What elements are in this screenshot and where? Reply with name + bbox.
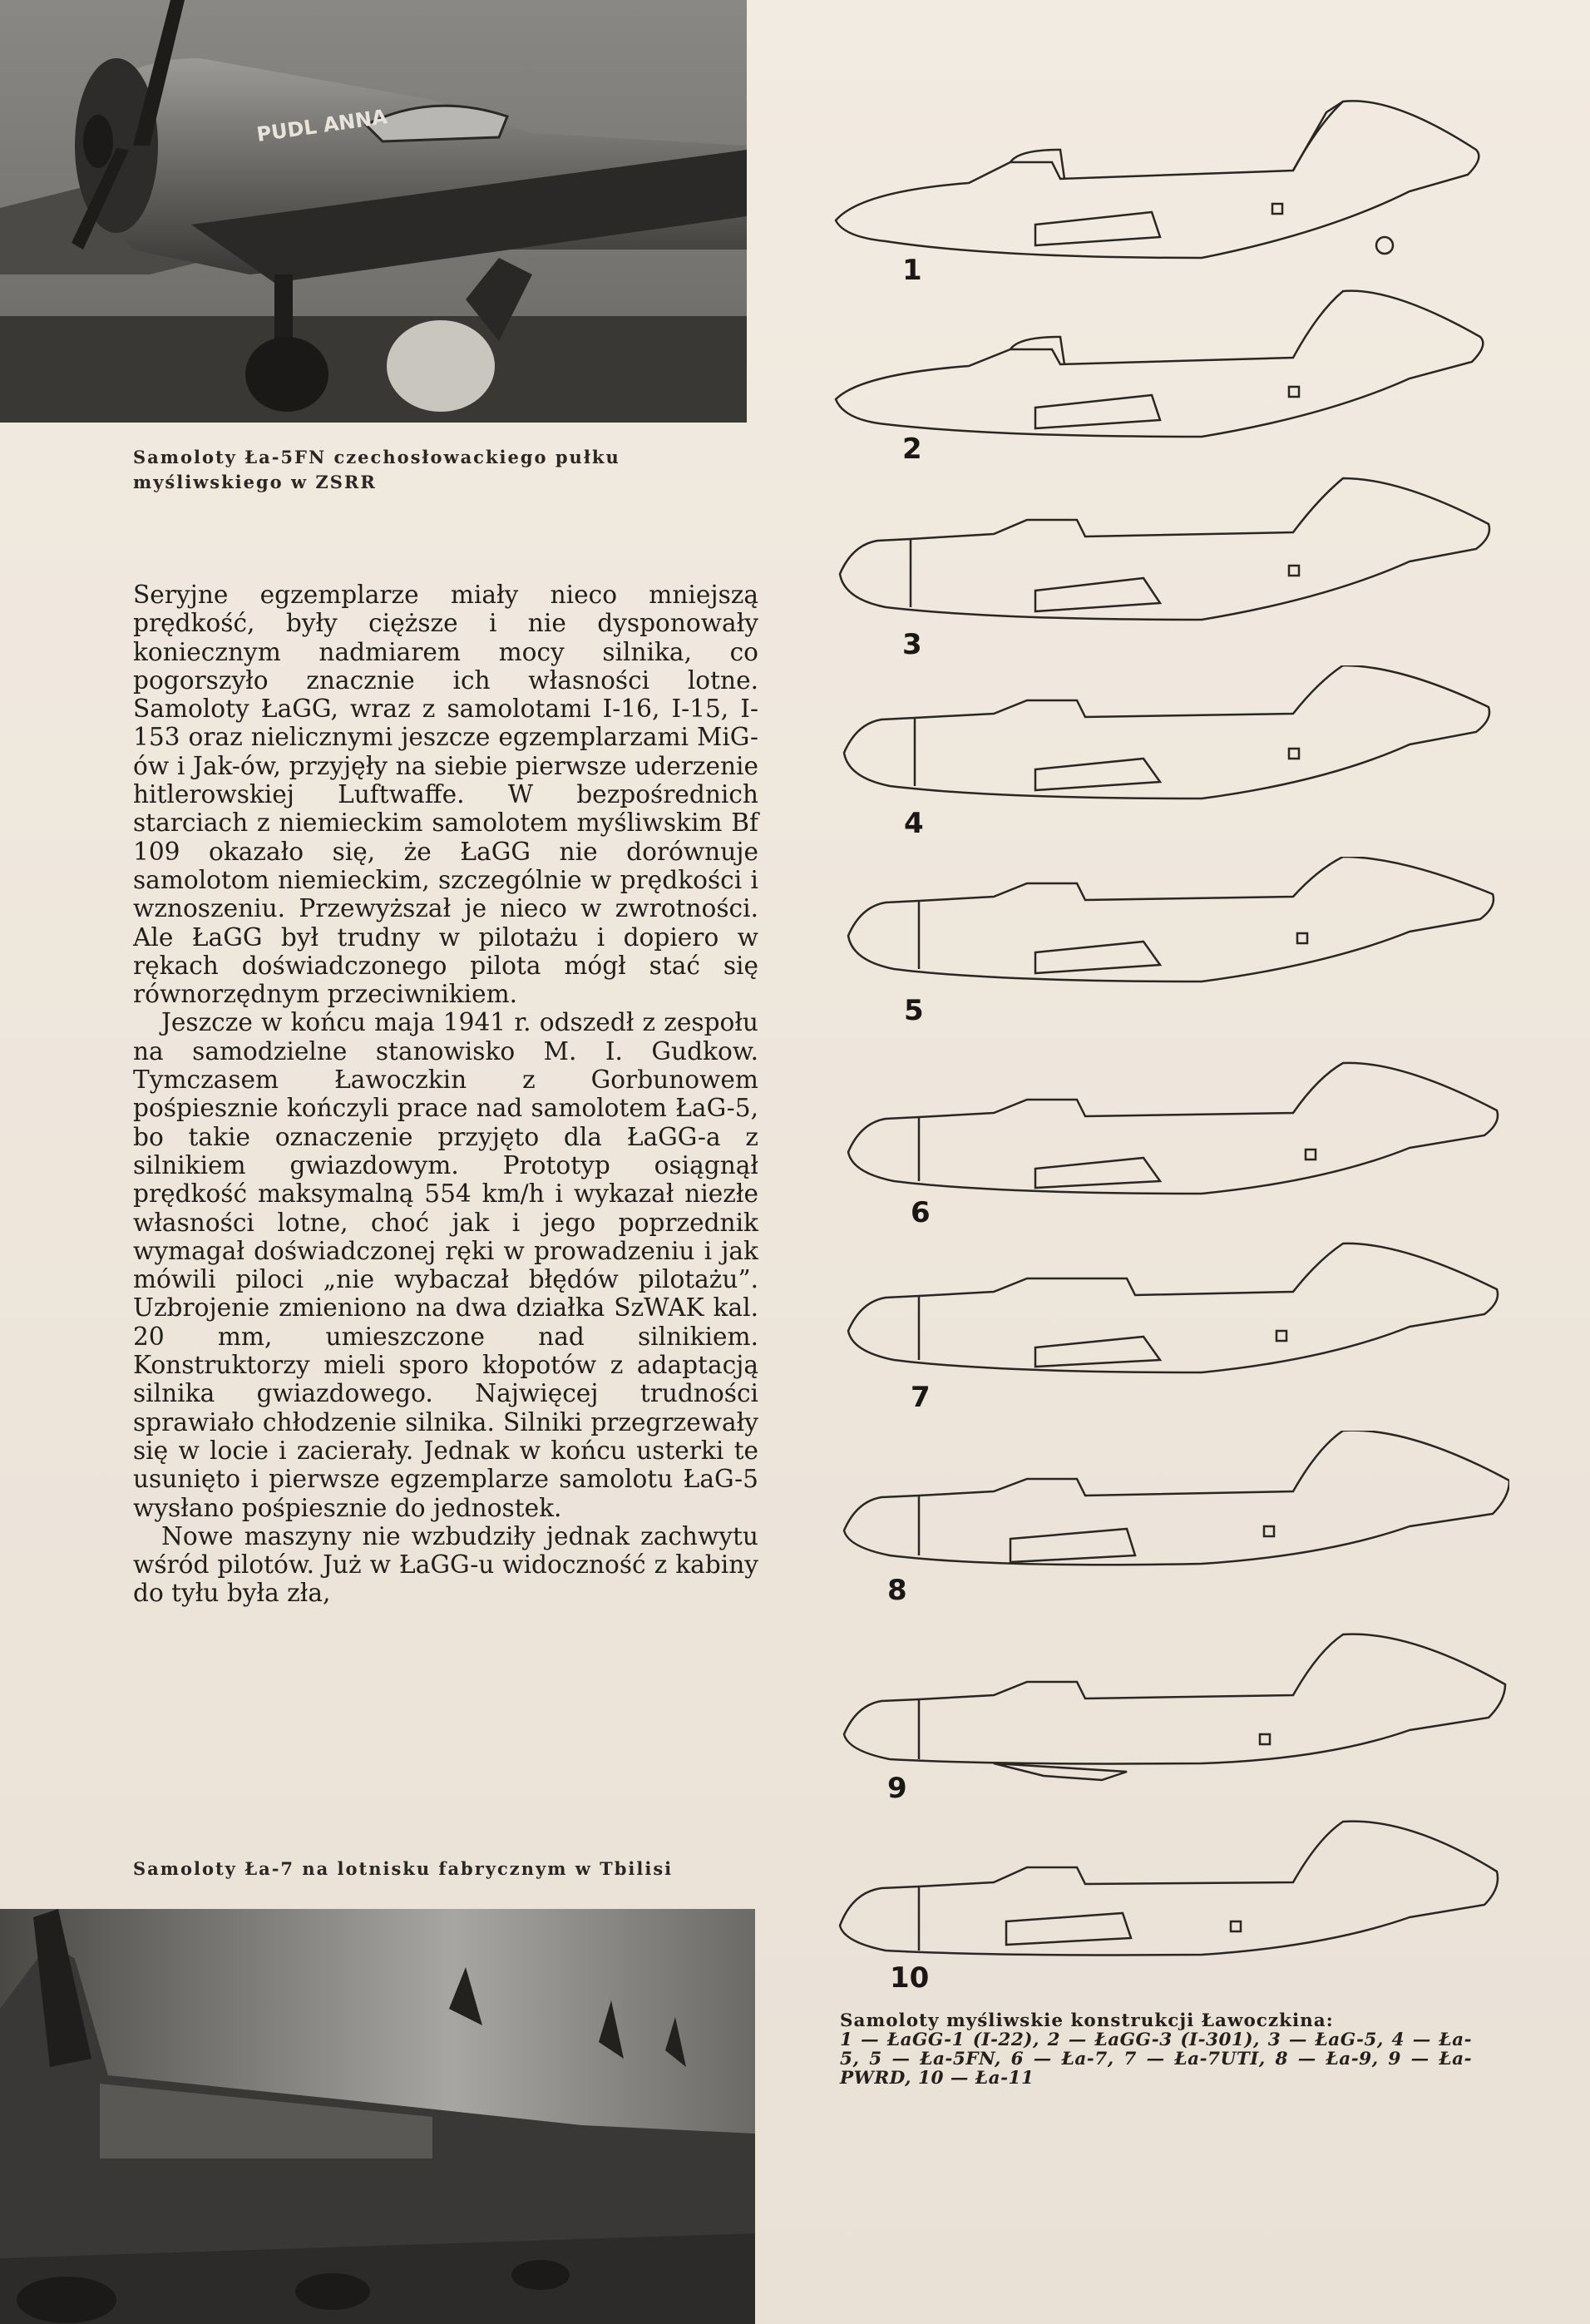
legend-items: 1 — ŁaGG-1 (I-22), 2 — ŁaGG-3 (I-301), 3 — ŁaG-5, 4 — Ła-5, 5 — Ła-5FN, 6 — Ła-7, 7 — Ła-7UTI, 8 — Ła-9, 9 — Ła-PWRD, 10 — Ła-11 bbox=[840, 2030, 1472, 2089]
photo-caption-bottom: Samoloty Ła-7 na lotnisku fabrycznym w Tbilisi bbox=[133, 1858, 674, 1879]
profile-number: 5 bbox=[904, 994, 924, 1027]
profile-drawing bbox=[827, 283, 1509, 466]
profile-drawing bbox=[827, 1622, 1509, 1805]
profile-number: 8 bbox=[887, 1574, 907, 1607]
aircraft-profile-svg bbox=[827, 665, 1509, 848]
profile-number: 9 bbox=[887, 1772, 907, 1805]
aircraft-profile-svg bbox=[827, 857, 1509, 1040]
profile-drawing bbox=[827, 474, 1509, 661]
photo-caption-top: Samoloty Ła-5FN czechosłowackiego pułku myśliwskiego w ZSRR bbox=[133, 447, 620, 492]
aircraft-profile-svg bbox=[827, 283, 1509, 466]
photo-la5fn-aircraft bbox=[0, 0, 747, 423]
aircraft-profiles bbox=[827, 91, 1509, 2021]
article-paragraph: Seryjne egzemplarze miały nieco mniejszą prędkość, były cięższe i nie dysponowały koniecznym nadmiarem mocy silnika, co pogorszyło znacznie ich własności lotne. Samoloty ŁaGG, wraz z samolotami I-16, I-15, I-153 oraz nielicznymi jeszcze egzemplarzami MiG-ów i Jak-ów, przyjęły na siebie pierwsze uderzenie hitlerowskiej Luftwaffe. W bezpośrednich starciach z niemieckim samolotem myśliwskim Bf 109 okazało się, że ŁaGG nie dorównuje samolotom niemieckim, szczególnie w prędkości i wznoszeniu. Przewyższał je nieco w zwrotności. Ale ŁaGG był trudny w pilotażu i dopiero w rękach doświadczonego pilota mógł stać się równorzędnym przeciwnikiem. bbox=[133, 581, 758, 1009]
aircraft-profile-svg bbox=[827, 1431, 1509, 1614]
profile-number: 4 bbox=[904, 807, 924, 840]
profile-drawing bbox=[827, 1431, 1509, 1614]
profile-drawing bbox=[827, 1048, 1509, 1231]
profile-number: 1 bbox=[902, 254, 922, 287]
profiles-legend bbox=[840, 2011, 1472, 2088]
profile-number: 3 bbox=[902, 628, 922, 661]
profile-number: 6 bbox=[911, 1196, 931, 1229]
aircraft-profile-svg bbox=[827, 474, 1509, 657]
article-paragraph: Jeszcze w końcu maja 1941 r. odszedł z zespołu na samodzielne stanowisko M. I. Gudkow. Tymczasem Ławoczkin z Gorbunowem pośpiesznie kończyli prace nad samolotem ŁaG-5, bo takie oznaczenie przyjęto dla ŁaGG-a z silnikiem gwiazdowym. Prototyp osiągnął prędkość maksymalną 554 km/h i wykazał niezłe własności lotne, choć jak i jego poprzednik wymagał doświadczonej ręki w prowadzeniu i jak mówili piloci „nie wybaczał błędów pilotażu”. Uzbrojenie zmieniono na dwa działka SzWAK kal. 20 mm, umieszczone nad silnikiem. Konstruktorzy mieli sporo kłopotów z adaptacją silnika gwiazdowego. Najwięcej trudności sprawiało chłodzenie silnika. Silniki przegrzewały się w locie i zacierały. Jednak w końcu usterki te usunięto i pierwsze egzemplarze samolotu ŁaG-5 wysłano pośpiesznie do jednostek. bbox=[133, 1008, 758, 1522]
article-paragraph: Nowe maszyny nie wzbudziły jednak zachwytu wśród pilotów. Już w ŁaGG-u widoczność z kabiny do tyłu była zła, bbox=[133, 1521, 758, 1608]
profile-number: 7 bbox=[911, 1381, 931, 1414]
profile-drawing bbox=[827, 665, 1509, 848]
nose-art-text: PUDL ANNA bbox=[254, 105, 389, 146]
legend-title: Samoloty myśliwskie konstrukcji Ławoczkina: bbox=[840, 2010, 1334, 2031]
profile-drawing bbox=[827, 1813, 1509, 1996]
profile-drawing bbox=[827, 1239, 1509, 1422]
aircraft-profile-svg bbox=[827, 91, 1509, 274]
photo-la7-airfield bbox=[0, 1909, 755, 2324]
article-body bbox=[133, 581, 758, 1608]
profile-number: 10 bbox=[890, 1961, 930, 1995]
profile-number: 2 bbox=[902, 433, 922, 466]
aircraft-profile-svg bbox=[827, 1813, 1509, 1996]
profile-drawing bbox=[827, 91, 1509, 287]
photo-la5fn-image bbox=[0, 0, 747, 423]
aircraft-profile-svg bbox=[827, 1622, 1509, 1805]
profile-drawing bbox=[827, 857, 1509, 1040]
photo-la7-image bbox=[0, 1909, 755, 2324]
